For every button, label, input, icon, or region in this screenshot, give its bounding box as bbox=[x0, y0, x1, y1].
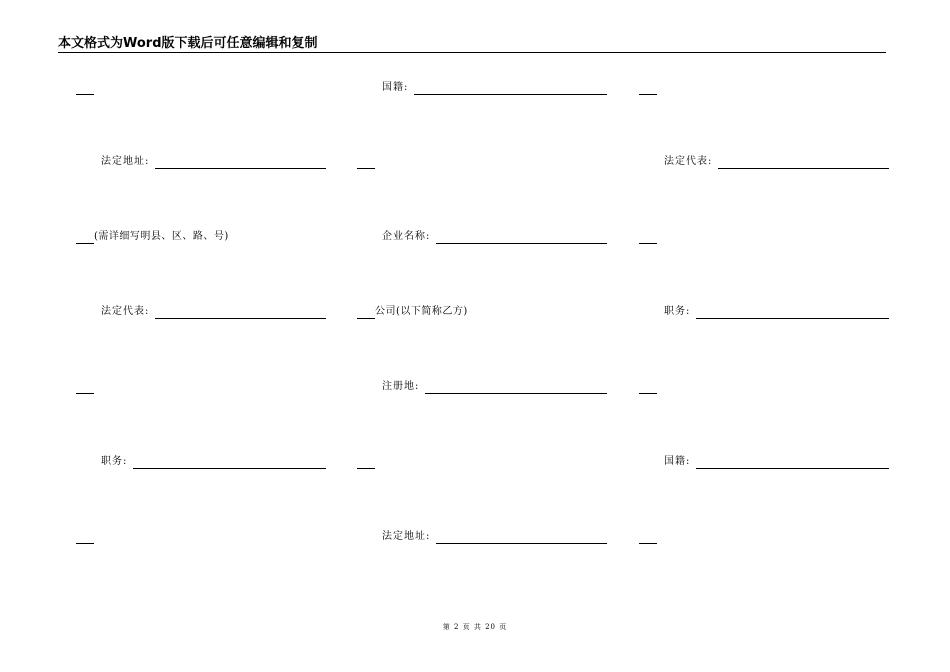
field-row-company-name bbox=[357, 230, 607, 244]
form-column-2 bbox=[357, 0, 627, 672]
fill-in-line[interactable] bbox=[414, 83, 607, 95]
blank-underline[interactable] bbox=[357, 307, 375, 319]
field-label: 注册地: bbox=[382, 381, 420, 392]
blank-underline[interactable] bbox=[639, 532, 657, 544]
blank-note-row bbox=[357, 305, 607, 319]
blank-underline[interactable] bbox=[639, 83, 657, 95]
field-note: 公司(以下简称乙方) bbox=[375, 306, 468, 317]
form-column-3 bbox=[639, 0, 909, 672]
field-label: 国籍: bbox=[382, 82, 409, 93]
field-label: 职务: bbox=[664, 306, 691, 317]
field-label: 法定代表: bbox=[101, 306, 150, 317]
blank-underline[interactable] bbox=[76, 382, 94, 394]
blank-underline[interactable] bbox=[639, 232, 657, 244]
blank-line-row bbox=[357, 455, 607, 469]
fill-in-line[interactable] bbox=[155, 157, 326, 169]
fill-in-line[interactable] bbox=[436, 232, 607, 244]
field-label: 企业名称: bbox=[382, 231, 431, 242]
field-label: 职务: bbox=[101, 456, 128, 467]
blank-line-row bbox=[76, 380, 326, 394]
field-note: (需详细写明县、区、路、号) bbox=[94, 231, 229, 242]
field-row-position bbox=[639, 305, 889, 319]
blank-line-row bbox=[639, 380, 889, 394]
field-row-legal-representative bbox=[76, 305, 326, 319]
blank-line-row bbox=[639, 81, 889, 95]
form-column-1 bbox=[76, 0, 346, 672]
fill-in-line[interactable] bbox=[696, 307, 889, 319]
blank-underline[interactable] bbox=[76, 232, 94, 244]
fill-in-line[interactable] bbox=[696, 457, 889, 469]
fill-in-line[interactable] bbox=[718, 157, 889, 169]
blank-line-row bbox=[639, 230, 889, 244]
page-header-title: 本文格式为Word版下载后可任意编辑和复制 bbox=[58, 36, 318, 51]
blank-line-row bbox=[357, 155, 607, 169]
fill-in-line[interactable] bbox=[425, 382, 607, 394]
field-label: 国籍: bbox=[664, 456, 691, 467]
field-row-nationality bbox=[639, 455, 889, 469]
blank-underline[interactable] bbox=[76, 532, 94, 544]
blank-underline[interactable] bbox=[357, 157, 375, 169]
field-row-legal-address bbox=[357, 530, 607, 544]
blank-note-row bbox=[76, 230, 326, 244]
field-row-nationality bbox=[357, 81, 607, 95]
blank-line-row bbox=[639, 530, 889, 544]
field-row-legal-address bbox=[76, 155, 326, 169]
page-number-footer: 第 2 页 共 20 页 bbox=[442, 623, 508, 631]
blank-underline[interactable] bbox=[639, 382, 657, 394]
fill-in-line[interactable] bbox=[155, 307, 326, 319]
field-row-registered-address bbox=[357, 380, 607, 394]
field-label: 法定代表: bbox=[664, 156, 713, 167]
field-label: 法定地址: bbox=[101, 156, 150, 167]
blank-line-row bbox=[76, 530, 326, 544]
blank-underline[interactable] bbox=[357, 457, 375, 469]
field-label: 法定地址: bbox=[382, 531, 431, 542]
blank-line-row bbox=[76, 81, 326, 95]
fill-in-line[interactable] bbox=[436, 532, 607, 544]
blank-underline[interactable] bbox=[76, 83, 94, 95]
field-row-legal-representative bbox=[639, 155, 889, 169]
fill-in-line[interactable] bbox=[133, 457, 326, 469]
field-row-position bbox=[76, 455, 326, 469]
